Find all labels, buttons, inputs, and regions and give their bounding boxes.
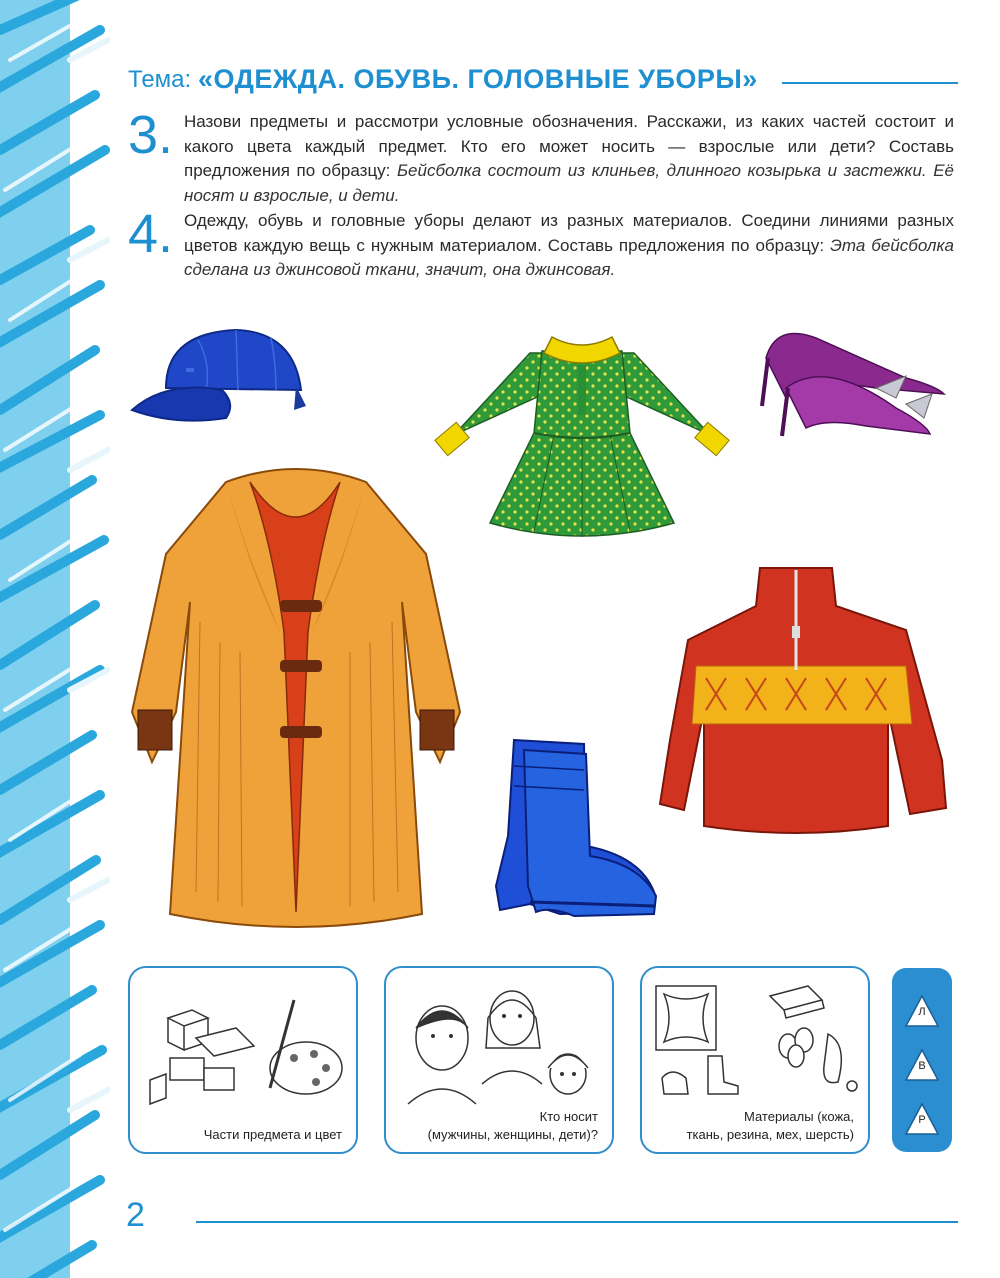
legend-caption <box>428 1108 598 1144</box>
task-text <box>184 110 954 208</box>
task-instructions: Одежду, обувь и головные уборы делают из разных материалов. Соедини линиями разных цветов каждую вещь с нужным материалом. Составь предложения по образцу: <box>184 211 954 255</box>
green-dress-image <box>434 323 730 547</box>
triangle-letter: Л <box>918 1006 926 1018</box>
family-faces-icon <box>400 988 600 1106</box>
topic-header <box>128 62 958 96</box>
red-sweater-image <box>656 560 956 842</box>
triangle-symbol <box>904 1048 940 1082</box>
task-number: 3. <box>128 105 174 165</box>
legend-materials <box>640 966 870 1154</box>
task-example: Эта бейсболка сделана из джинсовой ткани, значит, она джинсовая. <box>184 235 954 279</box>
fur-coat-image <box>130 462 462 930</box>
legend-caption-line: Материалы (кожа, <box>743 1109 854 1124</box>
header-rule <box>782 82 958 84</box>
task-text <box>184 209 954 283</box>
legend-caption <box>687 1108 854 1144</box>
topic-prefix: Тема: <box>128 66 192 93</box>
legend-caption: Части предмета и цвет <box>203 1127 342 1142</box>
task-number: 4. <box>128 204 174 264</box>
topic-title: «ОДЕЖДА. ОБУВЬ. ГОЛОВНЫЕ УБОРЫ» <box>198 64 758 94</box>
task-example: Бейсболка состоит из клиньев, длинного козырька и застежки. Её носят и взрослые, и дети. <box>184 161 954 205</box>
triangle-letter: В <box>918 1060 926 1072</box>
legend-caption-line: Кто носит <box>539 1109 598 1124</box>
decorative-side-stripe <box>0 0 110 1278</box>
triangle-letter: Р <box>918 1114 926 1126</box>
blocks-and-palette-icon <box>144 998 344 1108</box>
triangle-symbol <box>904 1102 940 1136</box>
purple-shoes-image <box>756 318 952 442</box>
legend-caption-line: (мужчины, женщины, дети)? <box>427 1127 598 1142</box>
legend-caption-line: ткань, резина, мех, шерсть) <box>686 1127 854 1142</box>
triangle-symbol <box>904 994 940 1028</box>
legend-parts-and-color <box>128 966 358 1154</box>
page-number: 2 <box>126 1196 145 1234</box>
legend-who-wears <box>384 966 614 1154</box>
task-instructions: Назови предметы и рассмотри условные обозначения. Расскажи, из каких частей состоит и какого цвета каждый предмет. Кто его может носить — взрослые или дети? Составь предложения по образцу: <box>184 112 954 180</box>
footer-rule <box>196 1221 958 1223</box>
triangle-symbols-panel <box>892 968 952 1152</box>
baseball-cap-image <box>126 318 310 428</box>
blue-rubber-boots-image <box>490 736 658 918</box>
materials-icon <box>652 982 858 1098</box>
